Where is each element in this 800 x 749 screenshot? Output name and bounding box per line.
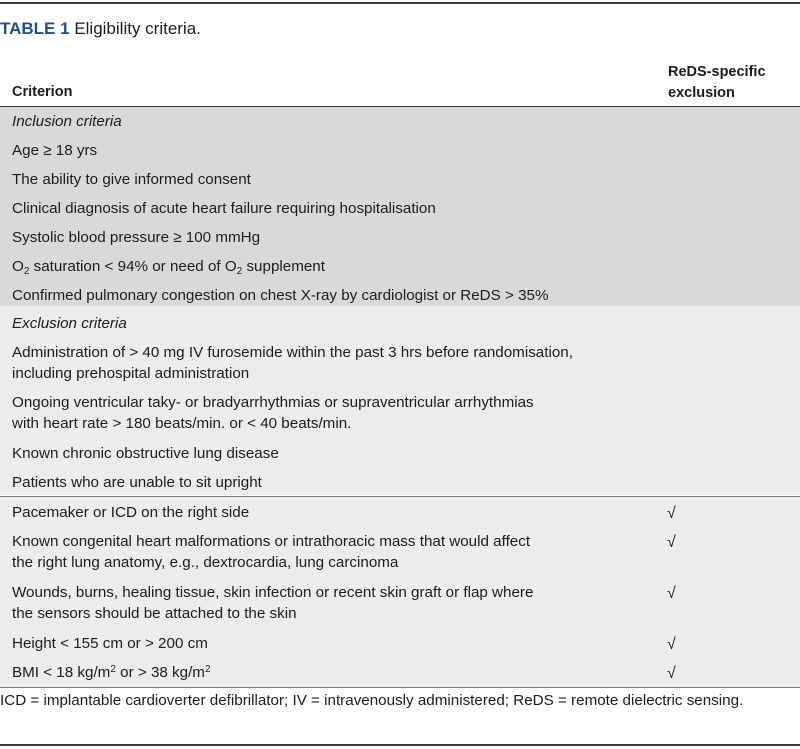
table-row: Age ≥ 18 yrs xyxy=(12,142,98,159)
check-mark: √ xyxy=(667,636,676,653)
table-row xyxy=(12,256,652,277)
row-line: Known congenital heart malformations or intrathoracic mass that would affect xyxy=(12,533,531,550)
o2-text-b: saturation < 94% or need of O xyxy=(29,258,237,275)
inclusion-block xyxy=(0,107,800,306)
row-line: including prehospital administration xyxy=(12,365,250,382)
row-line: Administration of > 40 mg IV furosemide within the past 3 hrs before randomisation, xyxy=(12,344,573,361)
bmi-text-b: or > 38 kg/m xyxy=(115,664,205,681)
table-row: Known chronic obstructive lung disease xyxy=(12,445,279,462)
table-row: Clinical diagnosis of acute heart failure requiring hospitalisation xyxy=(12,200,436,217)
table-row xyxy=(12,342,732,384)
header-reds-line2: exclusion xyxy=(668,85,735,101)
section-exclusion-title: Exclusion criteria xyxy=(12,315,127,332)
bottom-rule xyxy=(0,744,800,746)
table-row: Confirmed pulmonary congestion on chest X-ray by cardiologist or ReDS > 35% xyxy=(12,287,549,304)
table-bottom-rule xyxy=(0,687,800,688)
bmi-sup-1: 2 xyxy=(110,664,116,675)
row-line: Ongoing ventricular taky- or bradyarrhythmias or supraventricular arrhythmias xyxy=(12,394,534,411)
o2-text-c: supplement xyxy=(242,258,325,275)
bmi-sup-2: 2 xyxy=(204,664,211,675)
reds-specific-block xyxy=(0,496,800,687)
table-row xyxy=(12,392,652,434)
o2-text-a: O xyxy=(12,258,24,275)
exclusion-block xyxy=(0,306,800,495)
header-criterion: Criterion xyxy=(12,84,73,100)
check-mark: √ xyxy=(667,585,676,602)
row-line: the right lung anatomy, e.g., dextrocardia, lung carcinoma xyxy=(12,554,399,571)
row-line: Wounds, burns, healing tissue, skin infection or recent skin graft or flap where xyxy=(12,584,534,601)
table-header xyxy=(0,52,800,107)
check-mark: √ xyxy=(667,534,676,551)
table-row: Patients who are unable to sit upright xyxy=(12,474,262,491)
table-row xyxy=(12,531,652,573)
top-rule xyxy=(0,2,800,4)
check-mark: √ xyxy=(667,505,676,522)
table-title: Eligibility criteria. xyxy=(74,19,201,38)
table-row: Pacemaker or ICD on the right side xyxy=(12,504,250,521)
o2-sub-2: 2 xyxy=(236,266,243,277)
table-footnote: ICD = implantable cardioverter defibrillator; IV = intravenously administered; ReDS = remote dielectric sensing. xyxy=(0,692,744,709)
row-line: the sensors should be attached to the skin xyxy=(12,605,297,622)
table-row xyxy=(12,582,652,624)
check-mark: √ xyxy=(667,665,676,682)
table-row: The ability to give informed consent xyxy=(12,171,251,188)
table-caption xyxy=(0,18,201,40)
o2-sub-1: 2 xyxy=(23,266,30,277)
header-reds-specific-exclusion xyxy=(668,62,788,104)
table-row xyxy=(12,662,652,683)
header-reds-line1: ReDS-specific xyxy=(668,64,766,80)
section-inclusion-title: Inclusion criteria xyxy=(12,113,122,130)
table-row: Systolic blood pressure ≥ 100 mmHg xyxy=(12,229,261,246)
table-label: TABLE 1 xyxy=(0,19,70,38)
row-line: with heart rate > 180 beats/min. or < 40 beats/min. xyxy=(12,415,352,432)
table-row: Height < 155 cm or > 200 cm xyxy=(12,635,208,652)
bmi-text-a: BMI < 18 kg/m xyxy=(12,664,111,681)
